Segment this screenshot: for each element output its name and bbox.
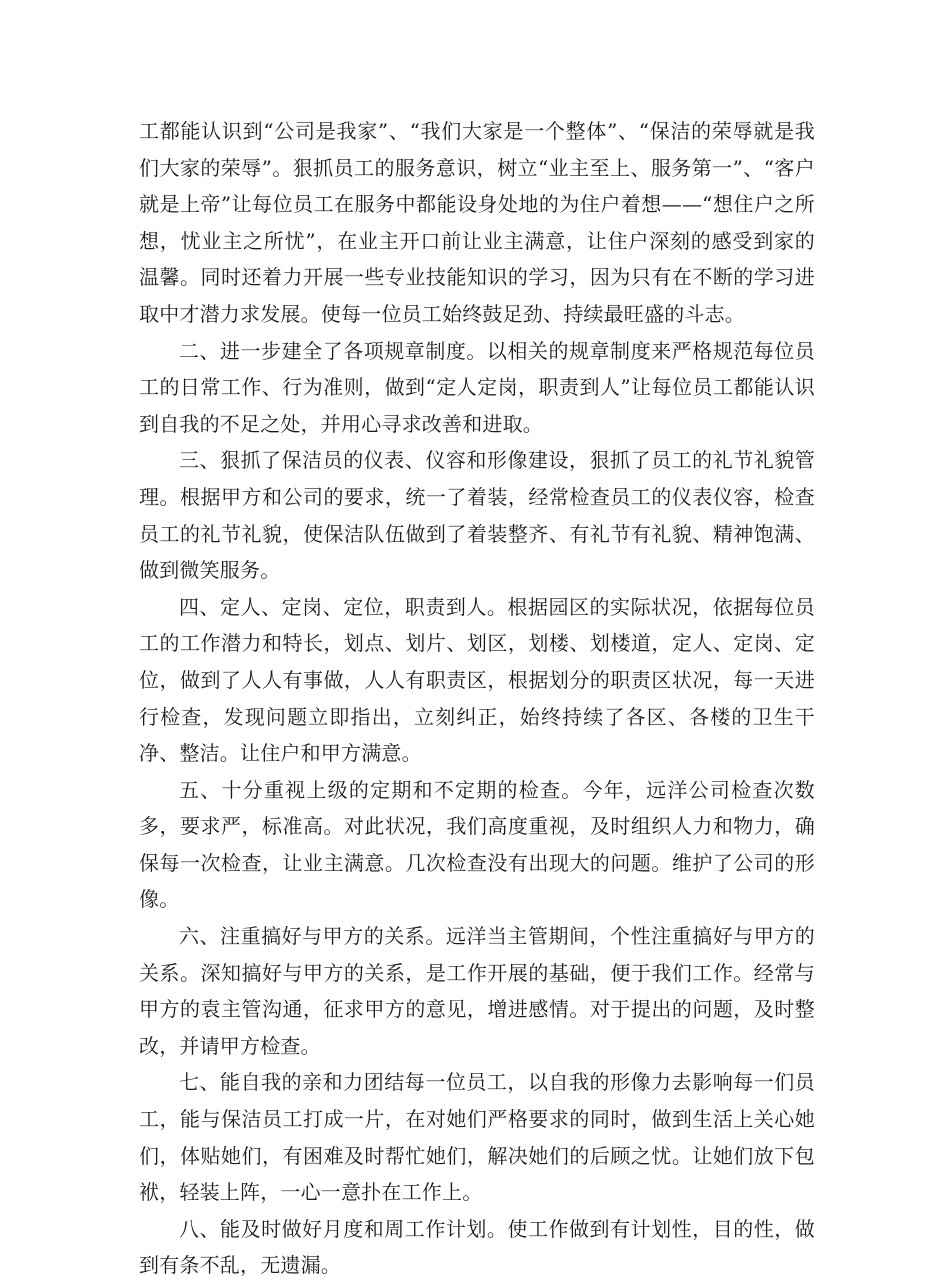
paragraph-item-5: 五、十分重视上级的定期和不定期的检查。今年，远洋公司检查次数多，要求严，标准高。对此状况，我们高度重视，及时组织人力和物力，确保每一次检查，让业主满意。几次检查没有出现大的问题。维护了公司的形像。 — [139, 777, 815, 912]
paragraph-item-3: 三、狠抓了保洁员的仪表、仪容和形像建设，狠抓了员工的礼节礼貌管理。根据甲方和公司的要求，统一了着装，经常检查员工的仪表仪容，检查员工的礼节礼貌，使保洁队伍做到了着装整齐、有礼节有礼貌、精神饱满、做到微笑服务。 — [139, 448, 815, 583]
paragraph-item-2: 二、进一步建全了各项规章制度。以相关的规章制度来严格规范每位员工的日常工作、行为准则，做到“定人定岗，职责到人”让每位员工都能认识到自我的不足之处，并用心寻求改善和进取。 — [139, 338, 815, 436]
paragraph-item-6: 六、注重搞好与甲方的关系。远洋当主管期间，个性注重搞好与甲方的关系。深知搞好与甲方的关系，是工作开展的基础，便于我们工作。经常与甲方的袁主管沟通，征求甲方的意见，增进感情。对于提出的问题，及时整改，并请甲方检查。 — [139, 924, 815, 1058]
paragraph-item-7: 七、能自我的亲和力团结每一位员工，以自我的形像力去影响每一们员工，能与保洁员工打成一片，在对她们严格要求的同时，做到生活上关心她们，体贴她们，有困难及时帮忙她们，解决她们的后顾之忧。让她们放下包袱，轻装上阵，一心一意扑在工作上。 — [139, 1070, 815, 1205]
paragraph-item-4: 四、定人、定岗、定位，职责到人。根据园区的实际状况，依据每位员工的工作潜力和特长，划点、划片、划区，划楼、划楼道，定人、定岗、定位，做到了人人有事做，人人有职责区，根据划分的职责区状况，每一天进行检查，发现问题立即指出，立刻纠正，始终持续了各区、各楼的卫生干净、整洁。让住户和甲方满意。 — [139, 594, 815, 766]
paragraph-item-8: 八、能及时做好月度和周工作计划。使工作做到有计划性，目的性，做到有条不乱，无遗漏。 — [139, 1216, 815, 1278]
document-body — [139, 113, 815, 1284]
paragraph-continuation: 工都能认识到“公司是我家”、“我们大家是一个整体”、“保洁的荣辱就是我们大家的荣辱”。狠抓员工的服务意识，树立“业主至上、服务第一”、“客户就是上帝”让每位员工在服务中都能设身处地的为住户着想——“想住户之所想，忧业主之所忧”，在业主开口前让业主满意，让住户深刻的感受到家的温馨。同时还着力开展一些专业技能知识的学习，因为只有在不断的学习进取中才潜力求发展。使每一位员工始终鼓足劲、持续最旺盛的斗志。 — [139, 119, 815, 326]
